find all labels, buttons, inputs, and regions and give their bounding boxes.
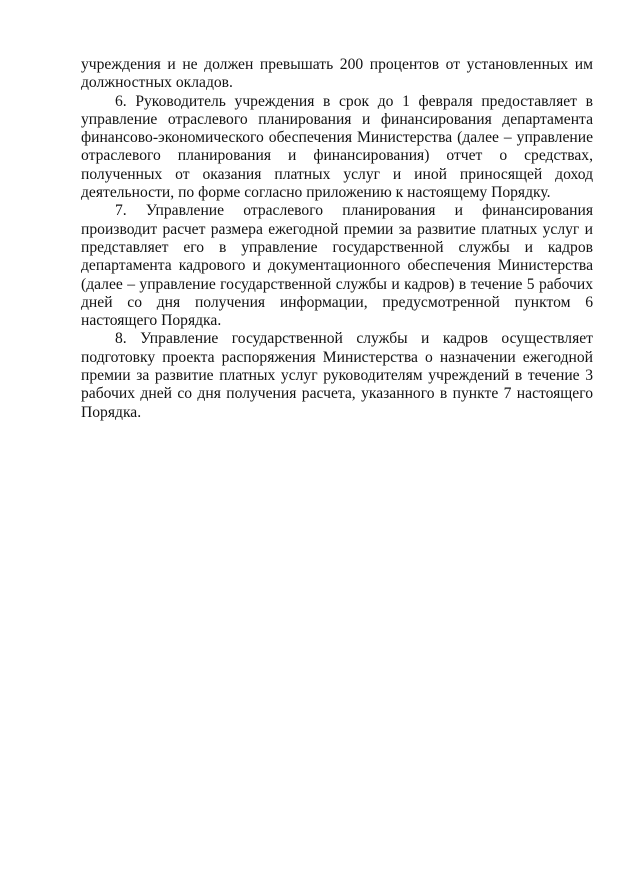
paragraph-7: 7. Управление отраслевого планирования и финансирования производит расчет размера ежегодной премии за развитие платных услуг и представляет его в управление государственной службы и кадров департамента кадрового и документационного обеспечения Министерства (далее – управление государственной службы и кадров) в течение 5 рабочих дней со дня получения информации, предусмотренной пунктом 6 настоящего Порядка.	[81, 202, 593, 330]
paragraph-continuation: учреждения и не должен превышать 200 процентов от установленных им должностных окладов.	[81, 56, 593, 92]
paragraph-8: 8. Управление государственной службы и кадров осуществляет подготовку проекта распоряжения Министерства о назначении ежегодной премии за развитие платных услуг руководителям учреждений в течение 3 рабочих дней со дня получения расчета, указанного в пункте 7 настоящего Порядка.	[81, 330, 593, 421]
paragraph-6: 6. Руководитель учреждения в срок до 1 февраля предоставляет в управление отраслевого планирования и финансирования департамента финансово-экономического обеспечения Министерства (далее – управление отраслевого планирования и финансирования) отчет о средствах, полученных от оказания платных услуг и иной приносящей доход деятельности, по форме согласно приложению к настоящему Порядку.	[81, 92, 593, 202]
document-body	[81, 56, 593, 422]
